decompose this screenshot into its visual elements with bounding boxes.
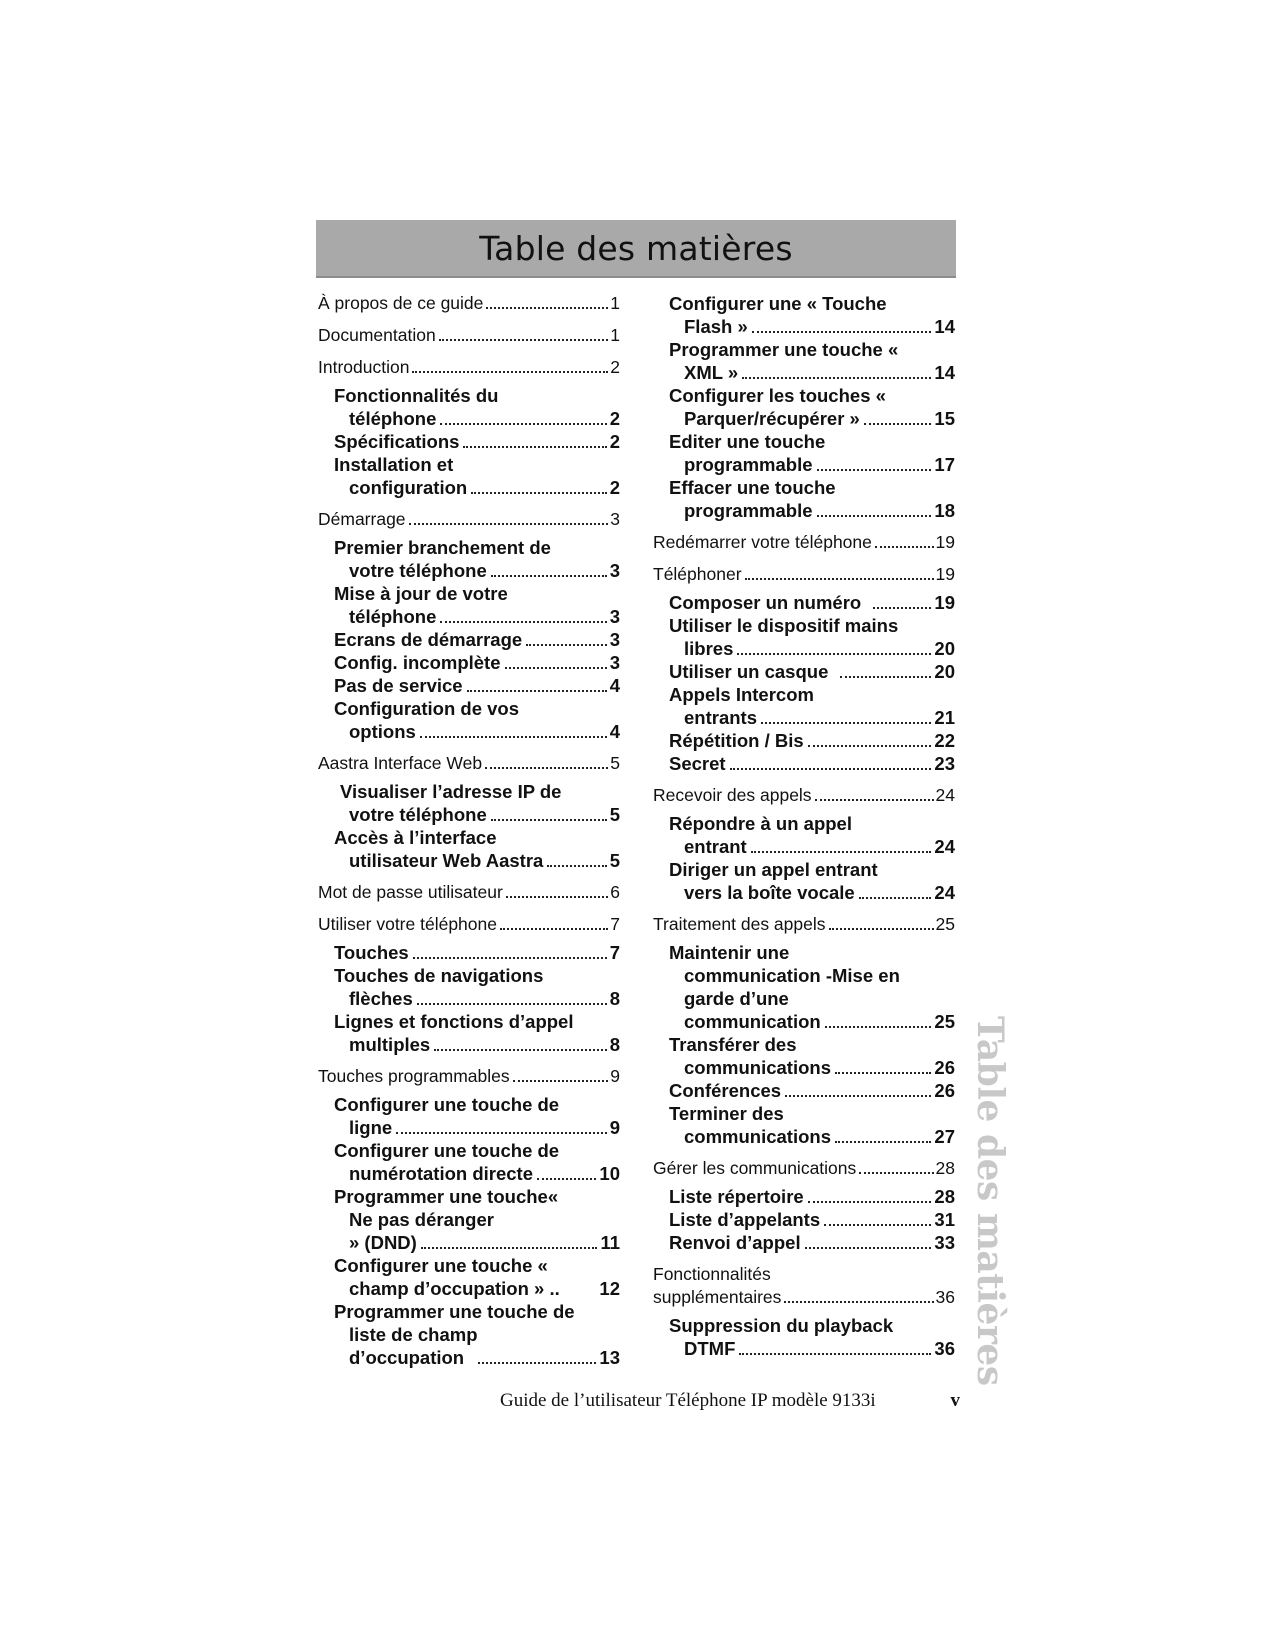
- toc-entry-conferences[interactable]: Conférences 26: [669, 1080, 955, 1101]
- page-number: 2: [609, 408, 620, 429]
- leader-dots: [824, 1224, 931, 1226]
- page-number: 5: [609, 804, 620, 825]
- side-tab-label: Table des matières: [969, 1016, 1011, 1386]
- leader-dots: [875, 546, 934, 548]
- leader-dots: [859, 897, 932, 899]
- toc-section-recevoir-appels[interactable]: Recevoir des appels 24: [653, 785, 955, 805]
- page-number: 3: [609, 652, 620, 673]
- page-number: 12: [599, 1278, 620, 1299]
- toc-entry-specifications[interactable]: Spécifications 2: [334, 431, 620, 452]
- toc-entry-mains-libres[interactable]: Utiliser le dispositif mains libres 20: [669, 615, 955, 659]
- page-number: 1: [610, 293, 620, 313]
- toc-right-column: [653, 292, 955, 1360]
- page-number: 21: [934, 707, 955, 728]
- page-number: 8: [609, 988, 620, 1009]
- leader-dots: [829, 928, 934, 930]
- page-footer: [500, 1390, 960, 1412]
- leader-dots: [409, 523, 609, 525]
- toc-entry-lignes-multiples[interactable]: Lignes et fonctions d’appel multiples 8: [334, 1011, 620, 1055]
- leader-dots: [784, 1301, 933, 1303]
- page-number: 2: [609, 431, 620, 452]
- page-number: 36: [934, 1338, 955, 1359]
- page-number: 3: [609, 606, 620, 627]
- toc-section-introduction[interactable]: Introduction 2: [318, 357, 620, 377]
- page-number: 22: [934, 730, 955, 751]
- leader-dots: [506, 896, 608, 898]
- toc-entry-touche-flash[interactable]: Configurer une « Touche Flash » 14: [669, 293, 955, 337]
- leader-dots: [439, 339, 609, 341]
- page-number: 3: [609, 560, 620, 581]
- page-number: 24: [935, 785, 955, 805]
- page-number: 26: [934, 1080, 955, 1101]
- page-number: 9: [610, 1066, 620, 1086]
- leader-dots: [526, 644, 607, 646]
- toc-entry-liste-repertoire[interactable]: Liste répertoire 28: [669, 1186, 955, 1207]
- toc-section-utiliser-telephone[interactable]: Utiliser votre téléphone 7: [318, 914, 620, 934]
- leader-dots: [412, 371, 608, 373]
- leader-dots: [815, 799, 934, 801]
- toc-left-column: [318, 292, 620, 1369]
- page-number: 14: [934, 316, 955, 337]
- toc-entry-touche-xml[interactable]: Programmer une touche « XML » 14: [669, 339, 955, 383]
- page-title: Table des matières: [479, 228, 793, 268]
- toc-entry-secret[interactable]: Secret 23: [669, 753, 955, 774]
- leader-dots: [817, 515, 932, 517]
- toc-entry-touche-ligne[interactable]: Configurer une touche de ligne 9: [334, 1094, 620, 1138]
- toc-entry-champ-occupation[interactable]: Configurer une touche « champ d’occupation » .. 12: [334, 1255, 620, 1299]
- toc-entry-liste-champ[interactable]: Programmer une touche de liste de champ d’occupation 13: [334, 1301, 620, 1368]
- toc-entry-mise-en-garde[interactable]: Maintenir une communication -Mise en garde d’une communication 25: [669, 942, 955, 1032]
- toc-title-bar: [316, 220, 956, 278]
- leader-dots: [835, 1072, 931, 1074]
- toc-entry-parquer[interactable]: Configurer les touches « Parquer/récupérer » 15: [669, 385, 955, 429]
- toc-entry-effacer-touche[interactable]: Effacer une touche programmable 18: [669, 477, 955, 521]
- leader-dots: [737, 653, 931, 655]
- toc-entry-ecrans[interactable]: Ecrans de démarrage 3: [334, 629, 620, 650]
- footer-guide-title: Guide de l’utilisateur Téléphone IP modèle 9133i: [500, 1390, 876, 1411]
- leader-dots: [825, 1026, 932, 1028]
- leader-dots: [471, 492, 607, 494]
- leader-dots: [751, 851, 932, 853]
- leader-dots: [742, 377, 931, 379]
- page-number: 28: [934, 1186, 955, 1207]
- page-number: 28: [935, 1158, 955, 1178]
- page-number: 26: [934, 1057, 955, 1078]
- toc-section-touches-programmables[interactable]: Touches programmables 9: [318, 1066, 620, 1086]
- leader-dots: [463, 446, 606, 448]
- page-number: 5: [610, 753, 620, 773]
- toc-entry-composer-numero[interactable]: Composer un numéro 19: [669, 592, 955, 613]
- page-number: 2: [610, 357, 620, 377]
- leader-dots: [739, 1353, 931, 1355]
- toc-section-telephoner[interactable]: Téléphoner 19: [653, 564, 955, 584]
- leader-dots: [396, 1132, 607, 1134]
- leader-dots: [421, 1247, 598, 1249]
- leader-dots: [513, 1080, 609, 1082]
- toc-section-fonctionnalites-supp[interactable]: Fonctionnalités supplémentaires 36: [653, 1264, 955, 1307]
- toc-entry-premier-branchement[interactable]: Premier branchement de votre téléphone 3: [334, 537, 620, 581]
- leader-dots: [413, 957, 607, 959]
- page-number: 18: [934, 500, 955, 521]
- leader-dots: [467, 690, 607, 692]
- leader-dots: [752, 331, 932, 333]
- page-number: 31: [934, 1209, 955, 1230]
- toc-entry-touches-navigation[interactable]: Touches de navigations flèches 8: [334, 965, 620, 1009]
- page-number: 25: [935, 914, 955, 934]
- toc-entry-configuration-options[interactable]: Configuration de vos options 4: [334, 698, 620, 742]
- toc-entry-intercom[interactable]: Appels Intercom entrants 21: [669, 684, 955, 728]
- page-number: 3: [609, 629, 620, 650]
- toc-entry-casque[interactable]: Utiliser un casque 20: [669, 661, 955, 682]
- page-number: 20: [934, 661, 955, 682]
- toc-entry-touches[interactable]: Touches 7: [334, 942, 620, 963]
- leader-dots: [745, 578, 934, 580]
- page-number: 3: [610, 509, 620, 529]
- toc-entry-editer-touche[interactable]: Editer une touche programmable 17: [669, 431, 955, 475]
- toc-section-gerer-communications[interactable]: Gérer les communications 28: [653, 1158, 955, 1178]
- page-number: 19: [935, 564, 955, 584]
- leader-dots: [485, 767, 608, 769]
- leader-dots: [434, 1049, 606, 1051]
- toc-section-mot-de-passe[interactable]: Mot de passe utilisateur 6: [318, 882, 620, 902]
- leader-dots: [859, 1172, 933, 1174]
- page-number: 17: [934, 454, 955, 475]
- toc-entry-suppression-dtmf[interactable]: Suppression du playback DTMF 36: [669, 1315, 955, 1359]
- page-number: 7: [609, 942, 620, 963]
- leader-dots: [537, 1178, 596, 1180]
- page-number: 7: [610, 914, 620, 934]
- leader-dots: [785, 1095, 931, 1097]
- page-number: 20: [934, 638, 955, 659]
- toc-entry-repondre[interactable]: Répondre à un appel entrant 24: [669, 813, 955, 857]
- toc-entry-pas-de-service[interactable]: Pas de service 4: [334, 675, 620, 696]
- page-number: 33: [934, 1232, 955, 1253]
- toc-entry-terminer[interactable]: Terminer des communications 27: [669, 1103, 955, 1147]
- page-number: 8: [609, 1034, 620, 1055]
- leader-dots: [491, 819, 607, 821]
- leader-dots: [835, 1141, 931, 1143]
- page-number: 5: [609, 850, 620, 871]
- toc-entry-repetition[interactable]: Répétition / Bis 22: [669, 730, 955, 751]
- page-number: 19: [934, 592, 955, 613]
- leader-dots: [500, 928, 608, 930]
- page-number: 4: [609, 721, 620, 742]
- leader-dots: [761, 722, 931, 724]
- page-number: 23: [934, 753, 955, 774]
- leader-dots: [486, 307, 608, 309]
- toc-entry-config-incomplete[interactable]: Config. incomplète 3: [334, 652, 620, 673]
- leader-dots: [808, 1201, 932, 1203]
- page-number: 11: [600, 1232, 620, 1253]
- leader-dots: [505, 667, 607, 669]
- page-number: 13: [599, 1347, 620, 1368]
- page-number: 10: [599, 1163, 620, 1184]
- toc-entry-adresse-ip[interactable]: Visualiser l’adresse IP de votre téléphone 5: [340, 781, 620, 825]
- leader-dots: [417, 1003, 607, 1005]
- page-number: 4: [609, 675, 620, 696]
- page-number: 25: [934, 1011, 955, 1032]
- leader-dots: [808, 745, 932, 747]
- leader-dots: [547, 865, 606, 867]
- leader-dots: [440, 423, 606, 425]
- toc-section-documentation[interactable]: Documentation 1: [318, 325, 620, 345]
- toc-entry-liste-appelants[interactable]: Liste d’appelants 31: [669, 1209, 955, 1230]
- toc-section-redemarrer[interactable]: Redémarrer votre téléphone 19: [653, 532, 955, 552]
- toc-entry-diriger-boite-vocale[interactable]: Diriger un appel entrant vers la boîte vocale 24: [669, 859, 955, 903]
- leader-dots: [420, 736, 607, 738]
- leader-dots: [805, 1247, 932, 1249]
- toc-entry-mise-a-jour[interactable]: Mise à jour de votre téléphone 3: [334, 583, 620, 627]
- toc-section-traitement-appels[interactable]: Traitement des appels 25: [653, 914, 955, 934]
- page-number: 14: [934, 362, 955, 383]
- toc-entry-dnd[interactable]: Programmer une touche« Ne pas déranger » (DND) 11: [334, 1186, 620, 1253]
- leader-dots: [873, 607, 931, 609]
- page-number: 24: [934, 882, 955, 903]
- page-number: 19: [935, 532, 955, 552]
- page-number: 24: [934, 836, 955, 857]
- leader-dots: [730, 768, 932, 770]
- page-number: 36: [935, 1287, 955, 1307]
- footer-page-number: v: [950, 1390, 960, 1411]
- page-number: 27: [934, 1126, 955, 1147]
- toc-entry-fonctionnalites[interactable]: Fonctionnalités du téléphone 2: [334, 385, 620, 429]
- leader-dots: [478, 1362, 596, 1364]
- leader-dots: [440, 621, 606, 623]
- page-number: 15: [934, 408, 955, 429]
- leader-dots: [817, 469, 932, 471]
- page-number: 1: [610, 325, 620, 345]
- toc-entry-installation[interactable]: Installation et configuration 2: [334, 454, 620, 498]
- toc-entry-transferer[interactable]: Transférer des communications 26: [669, 1034, 955, 1078]
- leader-dots: [840, 676, 931, 678]
- toc-section-about[interactable]: À propos de ce guide 1: [318, 293, 620, 313]
- leader-dots: [864, 423, 932, 425]
- page-number: 9: [609, 1117, 620, 1138]
- toc-section-demarrage[interactable]: Démarrage 3: [318, 509, 620, 529]
- toc-section-aastra-web[interactable]: Aastra Interface Web 5: [318, 753, 620, 773]
- toc-entry-renvoi-appel[interactable]: Renvoi d’appel 33: [669, 1232, 955, 1253]
- leader-dots: [491, 575, 607, 577]
- page-number: 2: [609, 477, 620, 498]
- toc-entry-numerotation-directe[interactable]: Configurer une touche de numérotation directe 10: [334, 1140, 620, 1184]
- page-number: 6: [610, 882, 620, 902]
- toc-entry-acces-interface[interactable]: Accès à l’interface utilisateur Web Aastra 5: [334, 827, 620, 871]
